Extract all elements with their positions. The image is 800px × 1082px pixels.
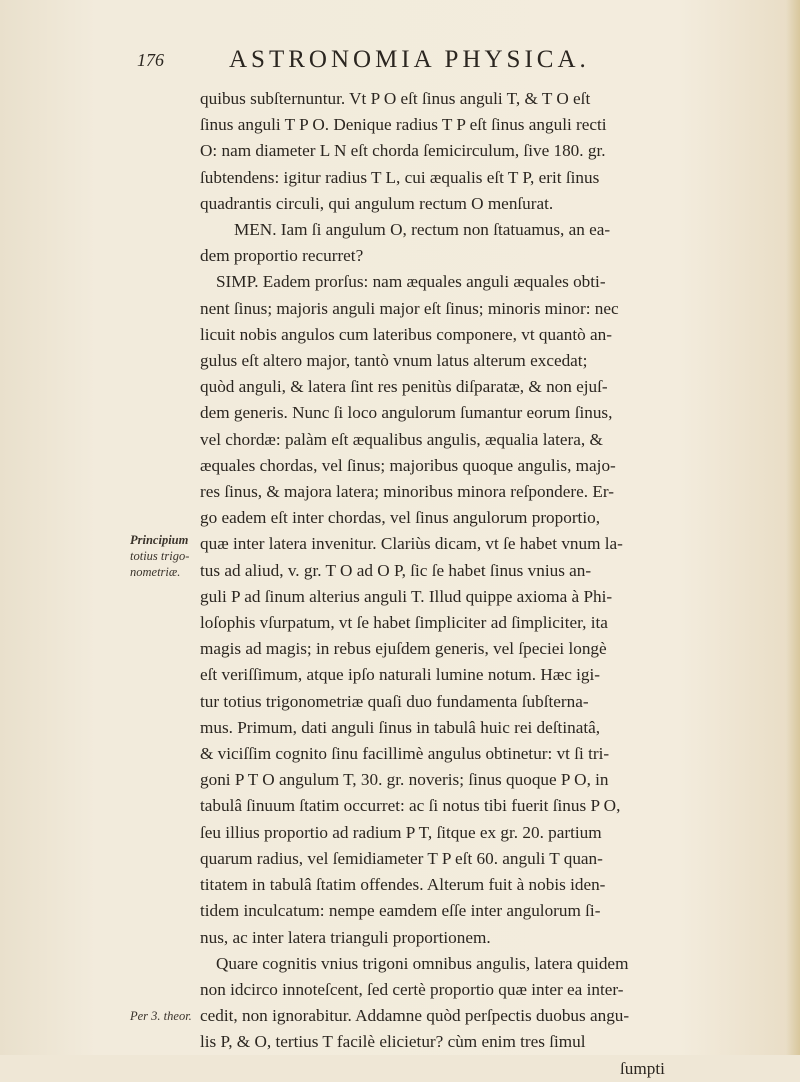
text-line: quòd anguli, & latera ſint res penitùs diſparatæ, & non ejuſ- [200,377,608,397]
text-line: eſt veriſſimum, atque ipſo naturali lumine notum. Hæc igi- [200,665,601,685]
text-line: MEN. Iam ſi angulum O, rectum non ſtatuamus, an ea- [234,220,611,240]
text-line: cedit, non ignorabitur. Addamne quòd perſpectis duobus angu- [200,1006,630,1026]
page-edge-shadow [786,0,800,1055]
text-line: lis P, & O, tertius T facilè elicietur? cùm enim tres ſimul [200,1032,586,1052]
text-line: SIMP. Eadem prorſus: nam æquales anguli æquales obti- [216,272,606,292]
page-header [137,46,697,80]
text-line: ſinus anguli T P O. Denique radius T P eſt ſinus anguli recti [200,115,607,135]
text-line: quarum radius, vel ſemidiameter T P eſt 60. anguli T quan- [200,848,603,868]
catchword: ſumpti [620,1058,665,1078]
text-line: goni P T O angulum T, 30. gr. noveris; ſinus quoque P O, in [200,770,609,790]
text-line: gulus eſt altero major, tantò vnum latus alterum excedat; [200,351,588,371]
text-line: æquales chordas, vel ſinus; majoribus quoque angulis, majo- [200,455,616,475]
text-line: tabulâ ſinuum ſtatim occurret: ac ſi notus tibi fuerit ſinus P O, [200,796,621,816]
text-line: non idcirco innoteſcent, ſed certè proportio quæ inter ea inter- [200,979,624,999]
text-line: go eadem eſt inter chordas, vel ſinus angulorum proportio, [200,508,600,528]
text-line: tur totius trigonometriæ quaſi duo fundamenta ſubſterna- [200,691,589,711]
margin-note-per-theor [130,1008,202,1024]
text-line: quibus subſternuntur. Vt P O eſt ſinus anguli T, & T O eſt [200,89,591,108]
text-line: & viciſſim cognito ſinu facillimè angulus obtinetur: vt ſi tri- [200,744,610,764]
body-text [200,86,760,1082]
text-line: res ſinus, & majora latera; minoribus minora reſpondere. Er- [200,482,614,502]
margin-note-line: Principium [130,533,189,547]
text-line: Quare cognitis vnius trigoni omnibus angulis, latera quidem [216,953,629,973]
page-number: 176 [137,50,164,70]
text-line: nus, ac inter latera trianguli proportionem. [200,927,491,947]
text-line: tus ad aliud, v. gr. T O ad O P, ſic ſe habet ſinus vnius an- [200,560,592,580]
text-line: loſophis vſurpatum, vt ſe habet ſimpliciter ad ſimpliciter, ita [200,613,608,633]
text-line: licuit nobis angulos cum lateribus componere, vt quantò an- [200,324,612,344]
text-line: nent ſinus; majoris anguli major eſt ſinus; minoris minor: nec [200,298,619,318]
text-line: magis ad magis; in rebus ejuſdem generis, vel ſpeciei longè [200,639,607,659]
text-line: titatem in tabulâ ſtatim offendes. Alterum fuit à nobis iden- [200,875,606,895]
text-line: ſeu illius proportio ad radium P T, ſitque ex gr. 20. partium [200,822,602,842]
text-line: quæ inter latera invenitur. Clariùs dicam, vt ſe habet vnum la- [200,534,623,554]
text-line: guli P ad ſinum alterius anguli T. Illud quippe axioma à Phi- [200,586,613,606]
margin-note-line: totius trigo- [130,549,190,563]
text-line: mus. Primum, dati anguli ſinus in tabulâ huic rei deſtinatâ, [200,717,601,737]
text-line: dem proportio recurret? [200,246,364,266]
margin-note-principium [130,532,202,580]
text-line: quadrantis circuli, qui angulum rectum O menſurat. [200,193,554,213]
text-line: O: nam diameter L N eſt chorda ſemicirculum, ſive 180. gr. [200,141,606,161]
margin-note-line: nometriæ. [130,565,181,579]
text-line: tidem inculcatum: nempe eamdem eſſe inter angulorum ſi- [200,901,601,921]
margin-note-line: Per 3. theor. [130,1009,192,1023]
text-line: ſubtendens: igitur radius T L, cui æqualis eſt T P, erit ſinus [200,167,600,187]
text-line: dem generis. Nunc ſi loco angulorum ſumantur eorum ſinus, [200,403,613,423]
running-title: ASTRONOMIA PHYSICA. [229,46,590,73]
text-line: vel chordæ: palàm eſt æqualibus angulis, æqualia latera, & [200,429,603,449]
